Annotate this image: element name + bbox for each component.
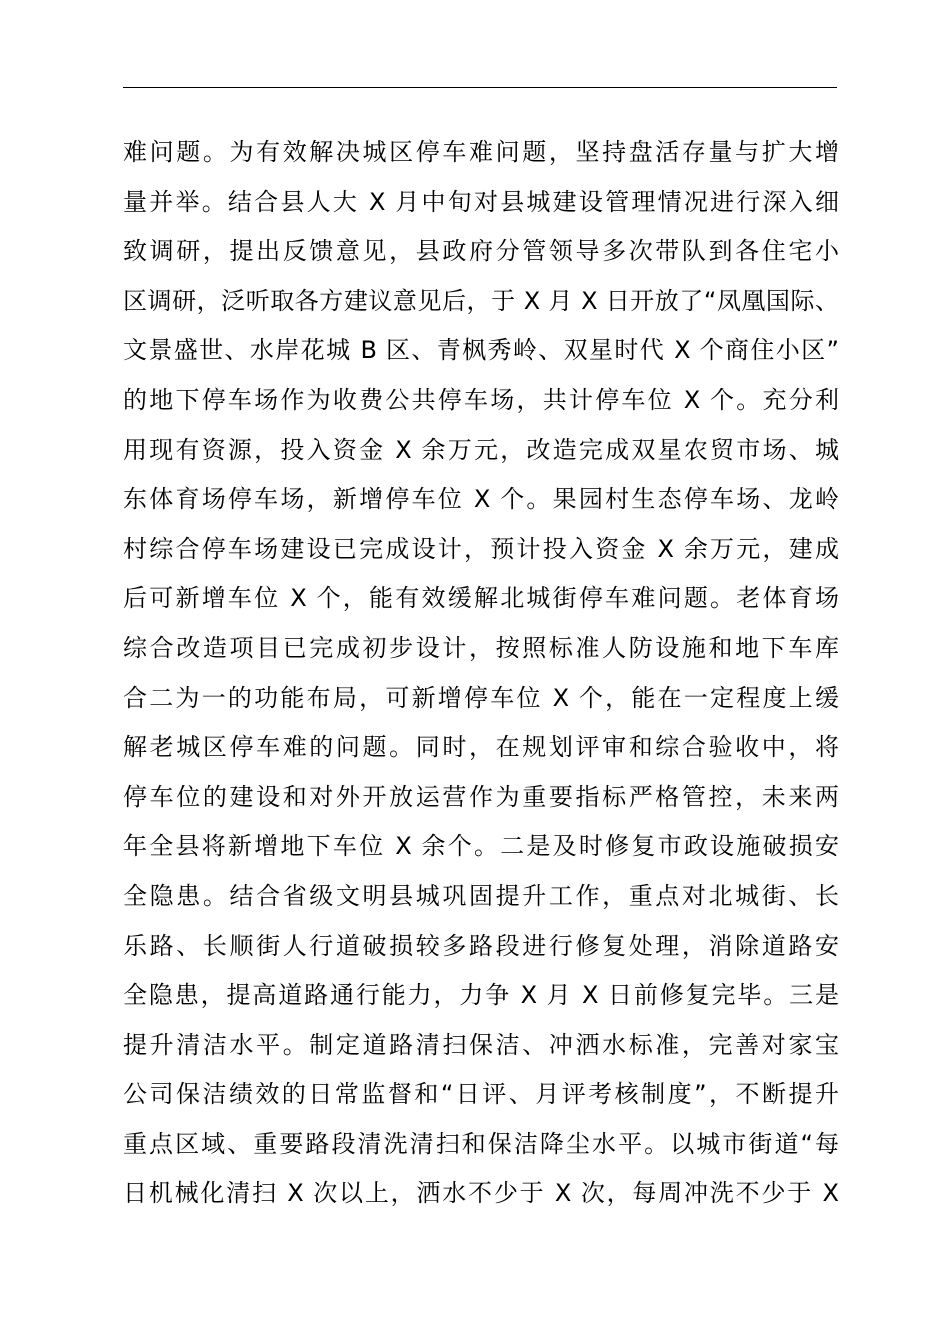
text-line: 年全县将新增地下车位 X 余个。二是及时修复市政设施破损安 (123, 832, 839, 861)
header-rule (123, 87, 837, 88)
text-line: 解老城区停车难的问题。同时，在规划评审和综合验收中，将 (123, 733, 839, 762)
text-line: 全隐患，提高道路通行能力，力争 X 月 X 日前修复完毕。三是 (123, 981, 839, 1010)
text-line: 乐路、长顺街人行道破损较多路段进行修复处理，消除道路安 (123, 931, 839, 960)
text-line: 难问题。为有效解决城区停车难问题，坚持盘活存量与扩大增 (123, 138, 839, 166)
body-paragraph (123, 128, 839, 1219)
text-line: 公司保洁绩效的日常监督和“日评、月评考核制度”，不断提升 (123, 1080, 839, 1109)
text-line: 合二为一的功能布局，可新增停车位 X 个，能在一定程度上缓 (123, 683, 839, 712)
text-line: 的地下停车场作为收费公共停车场，共计停车位 X 个。充分利 (123, 385, 839, 414)
text-line: 致调研，提出反馈意见，县政府分管领导多次带队到各住宅小 (123, 237, 839, 266)
text-line: 综合改造项目已完成初步设计，按照标准人防设施和地下车库 (123, 633, 839, 662)
text-line: 重点区域、重要路段清洗清扫和保洁降尘水平。以城市街道“每 (123, 1129, 839, 1158)
text-line: 量并举。结合县人大 X 月中旬对县城建设管理情况进行深入细 (123, 187, 839, 216)
text-line: 日机械化清扫 X 次以上，洒水不少于 X 次，每周冲洗不少于 X (123, 1179, 839, 1208)
text-line: 提升清洁水平。制定道路清扫保洁、冲洒水标准，完善对家宝 (123, 1030, 839, 1059)
text-line: 用现有资源，投入资金 X 余万元，改造完成双星农贸市场、城 (123, 435, 839, 464)
text-line: 区调研，泛听取各方建议意见后，于 X 月 X 日开放了“凤凰国际、 (123, 286, 839, 315)
text-line: 村综合停车场建设已完成设计，预计投入资金 X 余万元，建成 (123, 534, 839, 563)
text-line: 东体育场停车场，新增停车位 X 个。果园村生态停车场、龙岭 (123, 485, 839, 514)
text-line: 文景盛世、水岸花城 B 区、青枫秀岭、双星时代 X 个商住小区” (123, 336, 839, 365)
text-line: 停车位的建设和对外开放运营作为重要指标严格管控，未来两 (123, 782, 839, 811)
text-line: 全隐患。结合省级文明县城巩固提升工作，重点对北城街、长 (123, 881, 839, 910)
text-line: 后可新增车位 X 个，能有效缓解北城街停车难问题。老体育场 (123, 584, 839, 613)
